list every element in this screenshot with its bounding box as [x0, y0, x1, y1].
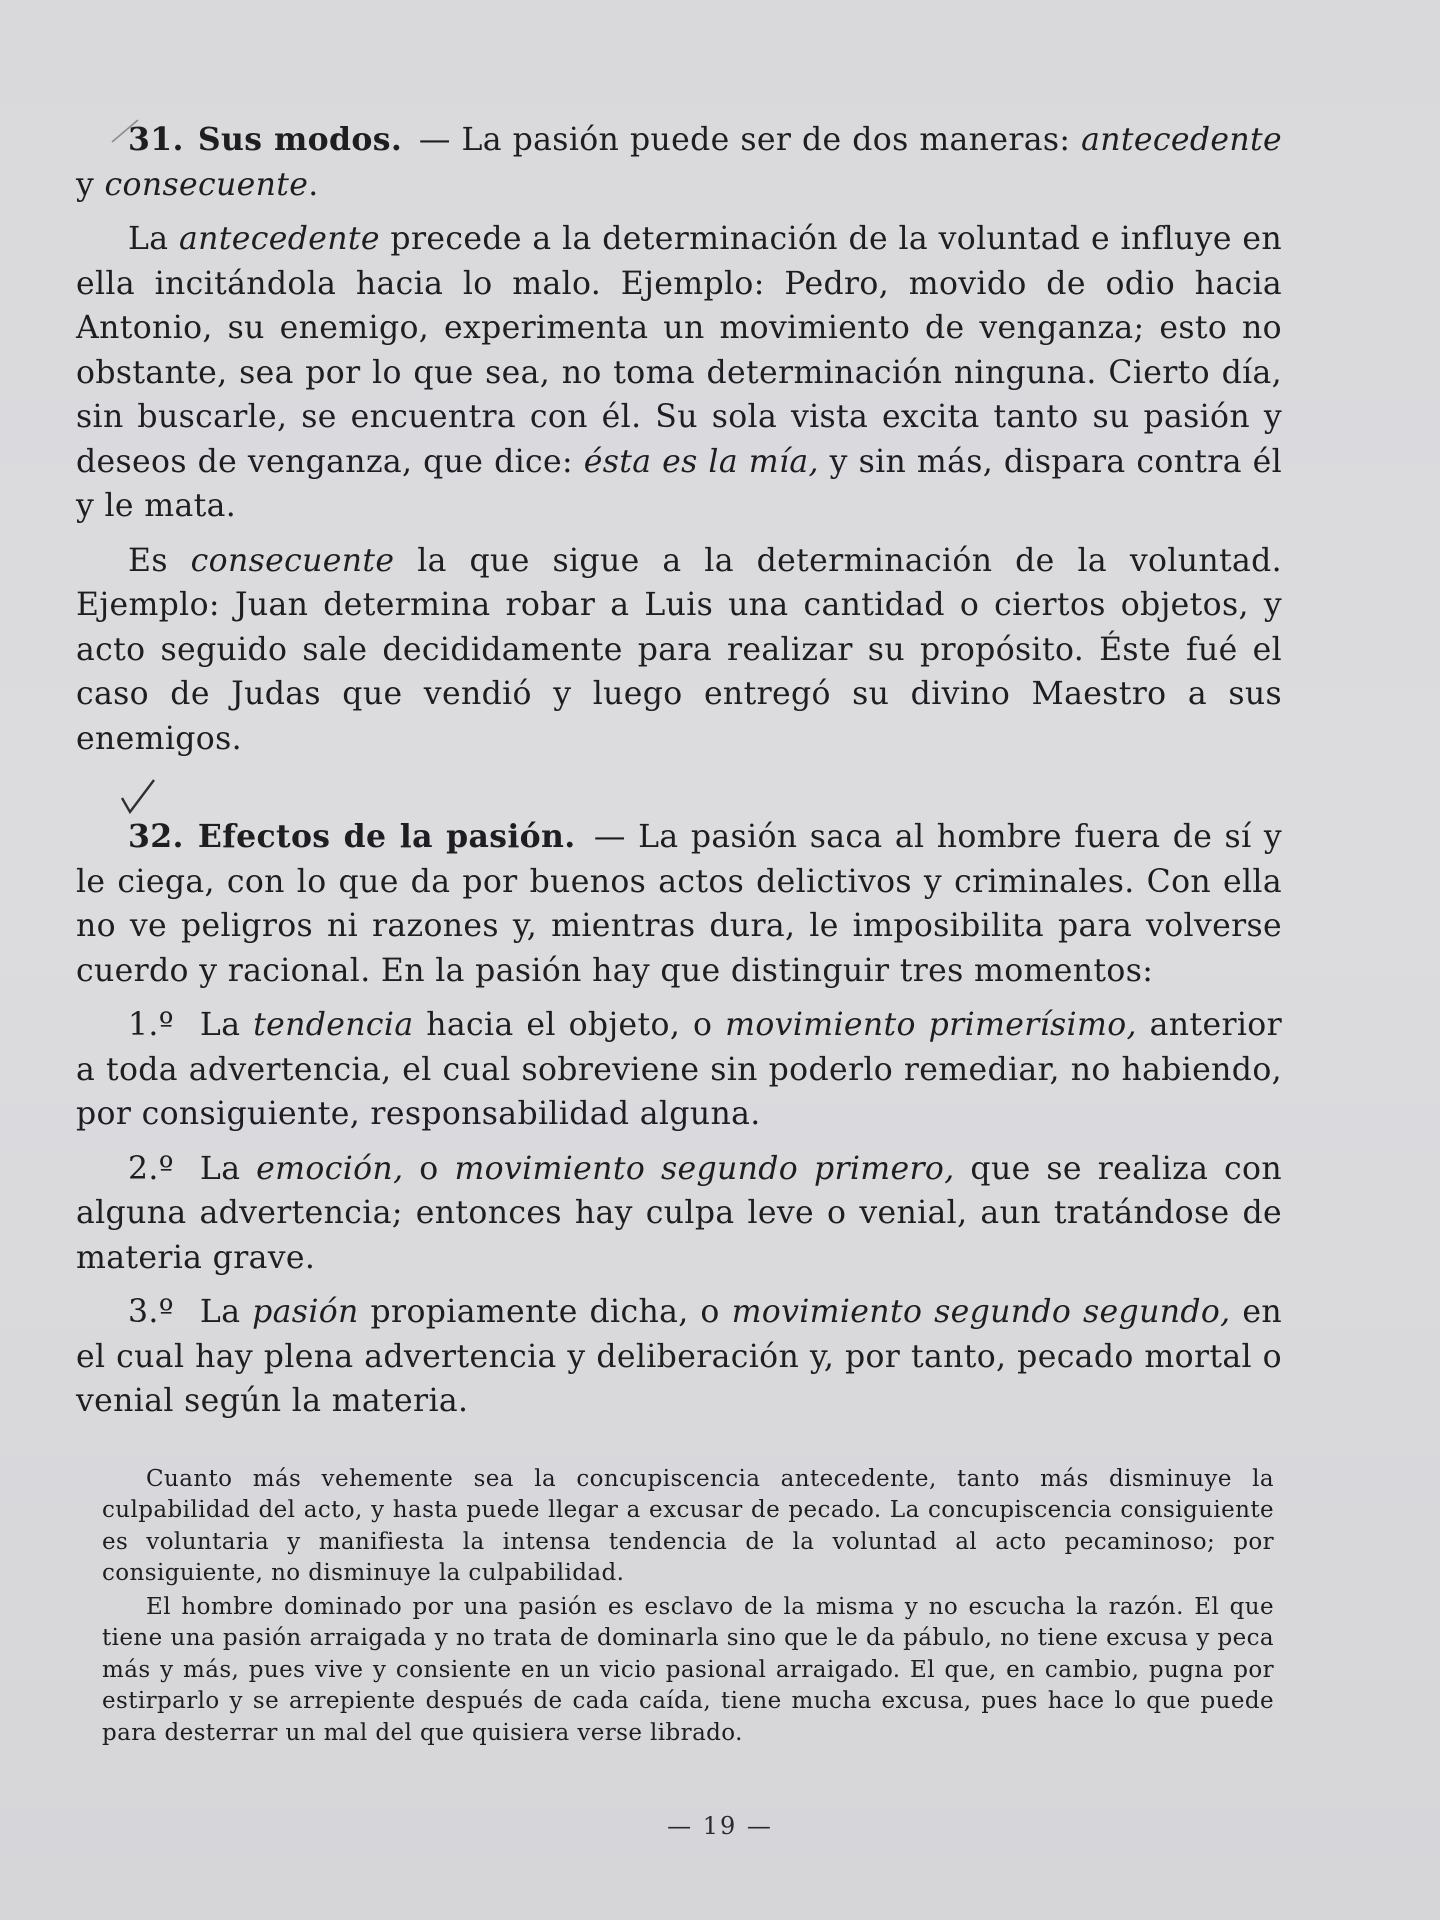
section-32 [76, 815, 1282, 1424]
list-item: 1.º La tendencia hacia el objeto, o movimiento primerísimo, anterior a toda advertencia, el cual sobreviene sin poderlo remediar, no habiendo, por consiguiente, responsabilidad alguna. [76, 1007, 1282, 1132]
list-item: 2.º La emoción, o movimiento segundo primero, que se realiza con alguna advertencia; entonces hay culpa leve o venial, aun tratándose de materia grave. [76, 1150, 1283, 1276]
section-number: 31. [128, 121, 184, 158]
section-heading: Efectos de la pasión. [197, 818, 576, 855]
section-31-intro: 31. Sus modos. — La pasión puede ser de dos maneras: antecedente y consecuente. [76, 121, 1282, 203]
paragraph-antecedente: La antecedente precede a la determinación de la voluntad e influye en ella incitándola hacia lo malo. Ejemplo: Pedro, movido de odio hacia Antonio, su enemigo, experimenta un movimiento de venganza; esto no obstante, sea por lo que sea, no toma determinación ninguna. Cierto día, sin buscarle, se encuentra con él. Su sola vista excita tanto su pasión y deseos de venganza, que dice: ésta es la mía, y sin más, dispara contra él y le mata. [76, 221, 1283, 524]
section-32-intro: 32. Efectos de la pasión. — La pasión saca al hombre fuera de sí y le ciega, con lo que da por buenos actos delictivos y criminales. Con ella no ve peligros ni razones y, mientras dura, le imposibilita para volverse cuerdo y racional. En la pasión hay que distinguir tres momentos: [76, 818, 1282, 989]
paragraph-consecuente: Es consecuente la que sigue a la determinación de la voluntad. Ejemplo: Juan determina robar a Luis una cantidad o ciertos objetos, y acto seguido sale decididamente para realizar su propósito. Éste fué el caso de Judas que vendió y luego entregó su divino Maestro a sus enemigos. [76, 542, 1282, 757]
main-text [76, 118, 1282, 1749]
page-number: — 19 — [667, 1812, 773, 1840]
small-print-notes [76, 1464, 1282, 1750]
note-paragraph: Cuanto más vehemente sea la concupiscencia antecedente, tanto más disminuye la culpabilidad del acto, y hasta puede llegar a excusar de pecado. La concupiscencia consiguiente es voluntaria y manifiesta la intensa tendencia de la voluntad al acto pecaminoso; por consiguiente, no disminuye la culpabilidad. [102, 1465, 1274, 1586]
list-item: 3.º La pasión propiamente dicha, o movimiento segundo segundo, en el cual hay plena advertencia y deliberación y, por tanto, pecado mortal o venial según la materia. [76, 1294, 1283, 1419]
section-heading: Sus modos. [197, 121, 403, 158]
section-number: 32. [128, 818, 184, 855]
section-31 [76, 118, 1282, 761]
note-paragraph: El hombre dominado por una pasión es esclavo de la misma y no escucha la razón. El que tiene una pasión arraigada y no trata de dominarla sino que le da pábulo, no tiene excusa y peca más y más, pues vive y consiente en un vicio pasional arraigado. El que, en cambio, pugna por estirparlo y se arrepiente después de cada caída, tiene mucha excusa, pues hace lo que puede para desterrar un mal del que quisiera verse librado. [102, 1593, 1274, 1746]
